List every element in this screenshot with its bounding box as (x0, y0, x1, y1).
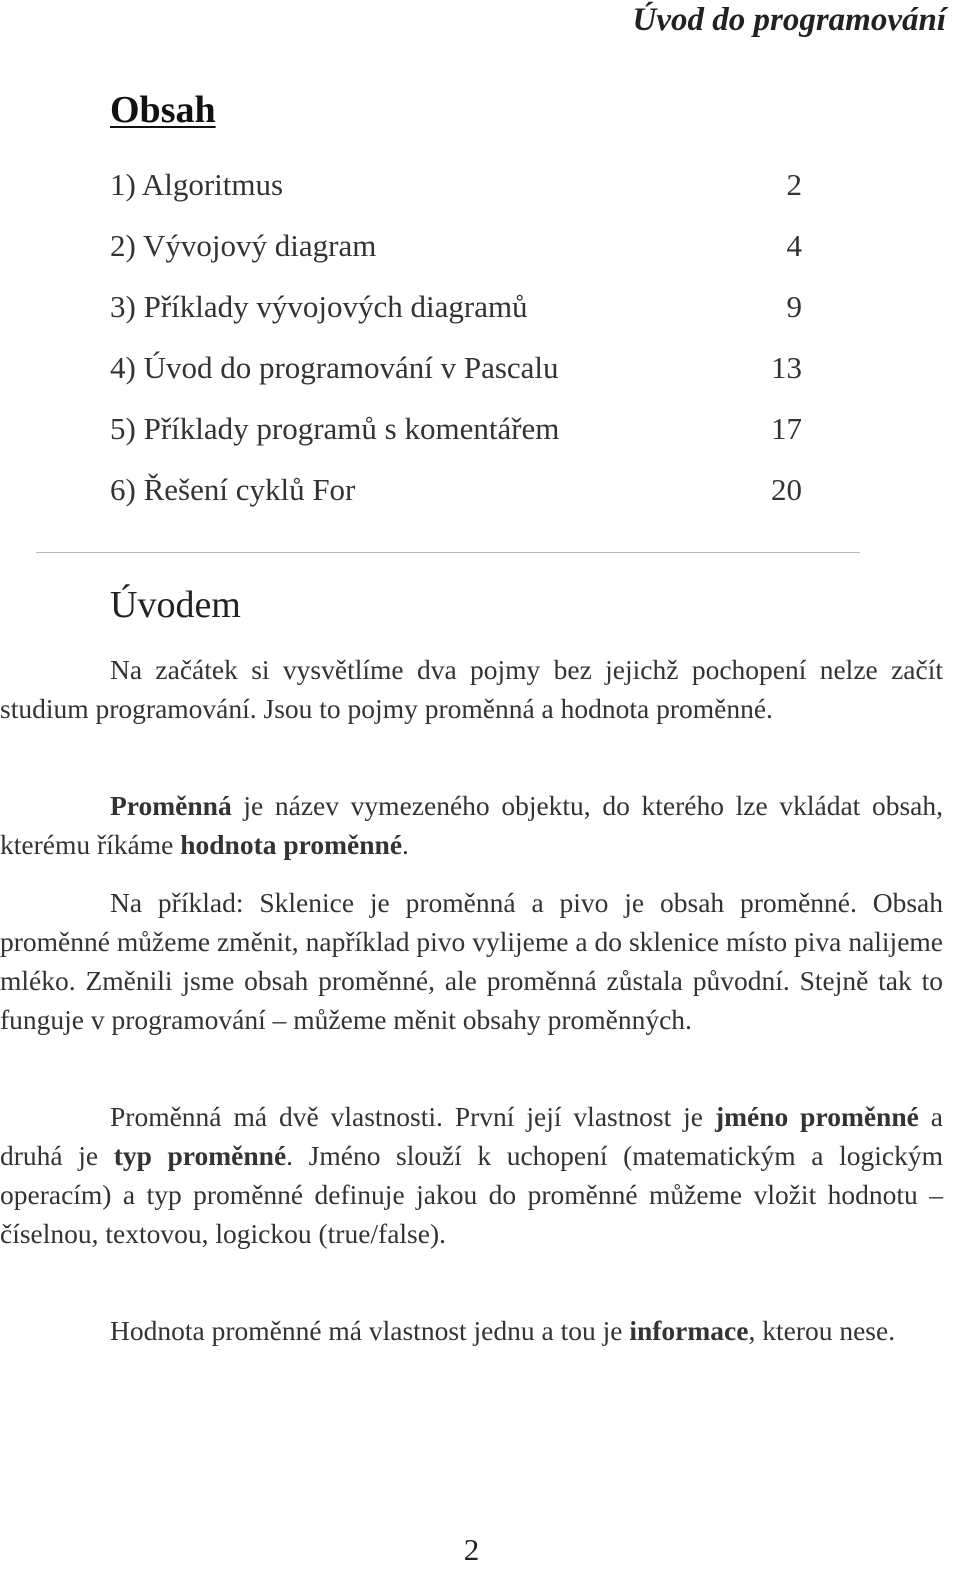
paragraph-text: Proměnná má dvě vlastnosti. První její vlastnost je (110, 1101, 715, 1132)
toc-entry-label: 3) Příklady vývojových diagramů (110, 288, 528, 324)
toc-entry-page: 20 (771, 471, 802, 507)
toc-heading: Obsah (110, 89, 216, 131)
term-variable-type: typ proměnné (113, 1140, 287, 1171)
toc-entry-label: 1) Algoritmus (110, 166, 284, 202)
intro-paragraph-5 (0, 1311, 943, 1350)
toc-item (110, 459, 802, 520)
paragraph-text: je název vymezeného objektu, do kterého lze vkládat obsah, kterému říkáme (0, 790, 943, 860)
toc-entry-label: 5) Příklady programů s komentářem (110, 410, 560, 446)
toc-entry-page: 4 (786, 227, 802, 263)
paragraph-text: a druhá je (0, 1101, 943, 1171)
toc-item (110, 276, 802, 337)
toc-item (110, 154, 802, 215)
paragraph-text: . Jméno slouží k uchopení (matematickým a logickým operacím) a typ proměnné definuje jakou do proměnné můžeme vložit hodnotu – číselnou, textovou, logickou (true/false). (0, 1140, 943, 1249)
toc-entry-page: 13 (771, 349, 802, 385)
term-information: informace (629, 1315, 749, 1346)
paragraph-text: Na začátek si vysvětlíme dva pojmy bez jejichž pochopení nelze začít studium programování. Jsou to pojmy proměnná a hodnota proměnné. (0, 654, 943, 724)
toc-entry-page: 17 (771, 410, 802, 446)
page-number: 2 (463, 1532, 480, 1567)
toc-entry-label: 6) Řešení cyklů For (110, 471, 356, 507)
toc-entry-label: 4) Úvod do programování v Pascalu (110, 349, 559, 385)
running-header-title: Úvod do programování (632, 2, 946, 38)
intro-heading: Úvodem (110, 584, 241, 626)
toc-item (110, 337, 802, 398)
intro-paragraph-4 (0, 1097, 943, 1253)
term-variable-value: hodnota proměnné (180, 829, 403, 860)
toc-item (110, 215, 802, 276)
intro-paragraph-2 (0, 786, 943, 864)
paragraph-text: Na příklad: Sklenice je proměnná a pivo je obsah proměnné. Obsah proměnné můžeme změnit, například pivo vylijeme a do sklenice místo piva nalijeme mléko. Změnili jsme obsah proměnné, ale proměnná zůstala původní. Stejně tak to funguje v programování – můžeme měnit obsahy proměnných. (0, 887, 943, 1035)
intro-paragraph-3 (0, 883, 943, 1039)
paragraph-text: . (402, 829, 409, 860)
toc-entry-label: 2) Vývojový diagram (110, 227, 377, 263)
paragraph-text: , kterou nese. (748, 1315, 896, 1346)
toc-entry-page: 2 (786, 166, 802, 202)
term-variable-name: jméno proměnné (714, 1101, 919, 1132)
term-variable: Proměnná (110, 790, 232, 821)
paragraph-text: Hodnota proměnné má vlastnost jednu a tou je (110, 1315, 630, 1346)
intro-paragraph-1 (0, 650, 943, 728)
toc-entry-page: 9 (786, 288, 802, 324)
toc-item (110, 398, 802, 459)
section-divider (36, 552, 860, 553)
table-of-contents (110, 154, 802, 520)
